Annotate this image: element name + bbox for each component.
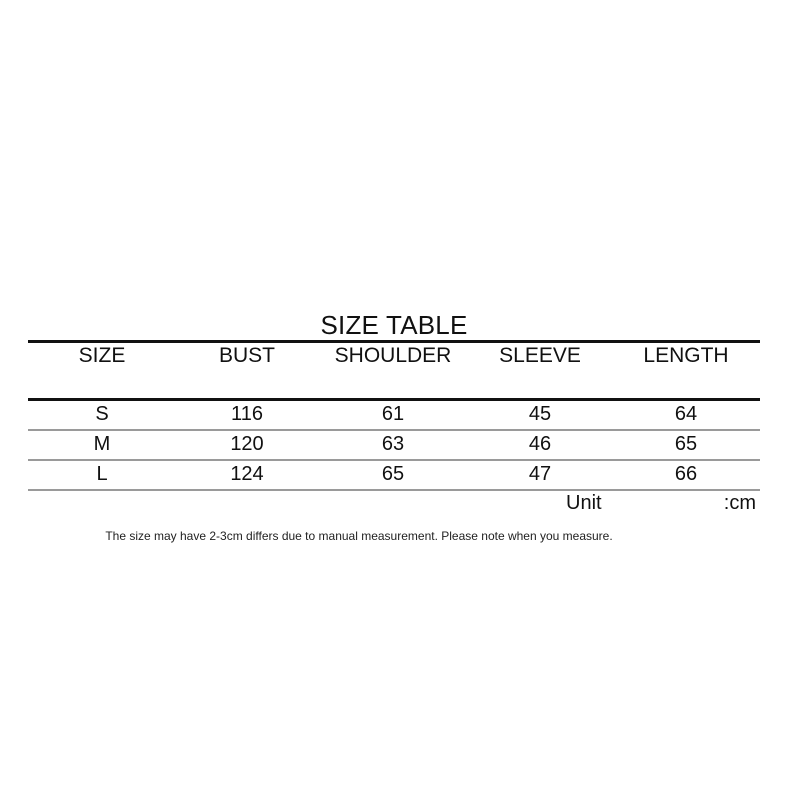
header-sleeve: SLEEVE (499, 344, 581, 367)
cell-bust: 124 (230, 463, 264, 485)
cell-shoulder: 63 (381, 433, 405, 455)
table-row (28, 429, 760, 459)
cell-sleeve: 47 (528, 463, 552, 485)
cell-length: 65 (674, 433, 698, 455)
unit-note (560, 488, 760, 518)
cell-length: 64 (674, 403, 698, 425)
table-title: SIZE TABLE (320, 310, 468, 340)
header-shoulder: SHOULDER (334, 344, 452, 367)
header-row (28, 341, 760, 371)
cell-bust: 116 (231, 403, 263, 425)
measurement-note: The size may have 2-3cm differs due to manual measurement. Please note when you measure. (105, 529, 613, 543)
table-row (28, 459, 760, 489)
header-size: SIZE (78, 344, 126, 367)
cell-size: M (93, 433, 111, 455)
cell-sleeve: 46 (528, 433, 552, 455)
cell-size: L (96, 463, 108, 485)
table-row (28, 399, 760, 429)
cell-bust: 120 (230, 433, 264, 455)
cell-shoulder: 65 (381, 463, 405, 485)
unit-value: :cm (723, 492, 756, 514)
unit-label: Unit (566, 492, 602, 514)
cell-sleeve: 45 (528, 403, 552, 425)
cell-shoulder: 61 (381, 403, 405, 425)
size-table (28, 306, 760, 556)
cell-size: S (95, 403, 109, 425)
header-length: LENGTH (643, 344, 729, 367)
cell-length: 66 (674, 463, 698, 485)
header-bust: BUST (218, 344, 276, 367)
